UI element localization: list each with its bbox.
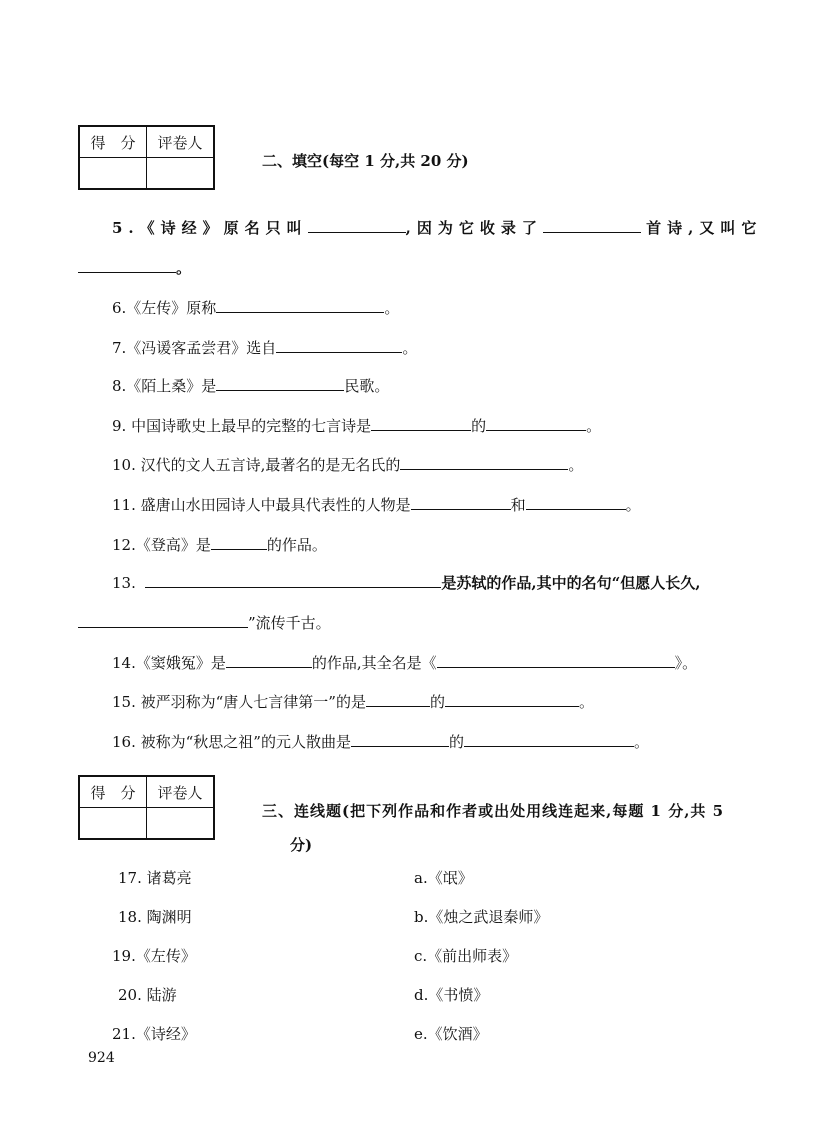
blank[interactable] [78,256,176,273]
score-box-section-3 [78,775,215,840]
question-5-cont: 。 [78,256,191,278]
blank[interactable] [276,336,402,353]
match-left-17: 17. 诸葛亮 [118,869,192,887]
match-left-19: 19.《左传》 [112,947,196,965]
question-6: 6.《左传》原称 。 [112,296,399,318]
grader-cell[interactable] [147,808,215,840]
blank[interactable] [445,690,579,707]
score-cell[interactable] [79,158,147,190]
question-7: 7.《冯谖客孟尝君》选自 。 [112,336,417,358]
blank[interactable] [543,216,641,233]
section-3-title: 三、连线题(把下列作品和作者或出处用线连起来,每题 1 分,共 5 [262,802,725,820]
blank[interactable] [216,374,344,391]
section-3-title-cont: 分) [290,836,313,854]
blank[interactable] [145,571,441,588]
blank[interactable] [216,296,384,313]
question-12: 12.《登高》是 的作品。 [112,533,327,555]
blank[interactable] [78,611,248,628]
question-11: 11. 盛唐山水田园诗人中最具代表性的人物是 和 。 [112,493,641,515]
blank[interactable] [526,493,626,510]
question-16: 16. 被称为“秋思之祖”的元人散曲是 的 。 [112,730,649,752]
score-label: 得 分 [79,776,147,808]
question-13-cont: ”流传千古。 [78,611,331,633]
question-9: 9. 中国诗歌史上最早的完整的七言诗是 的 。 [112,414,601,436]
score-box-section-2 [78,125,215,190]
grader-label: 评卷人 [147,776,215,808]
match-right-b: b.《烛之武退秦师》 [414,908,549,926]
section-2-title: 二、填空(每空 1 分,共 20 分) [262,152,469,170]
score-label: 得 分 [79,126,147,158]
blank[interactable] [411,493,511,510]
question-15: 15. 被严羽称为“唐人七言律第一”的是 的 。 [112,690,594,712]
blank[interactable] [464,730,634,747]
match-left-21: 21.《诗经》 [112,1025,196,1043]
match-left-18: 18. 陶渊明 [118,908,192,926]
blank[interactable] [211,533,267,550]
blank[interactable] [400,453,568,470]
match-right-e: e.《饮酒》 [414,1025,488,1043]
score-cell[interactable] [79,808,147,840]
page-number: 924 [88,1050,115,1066]
question-8: 8.《陌上桑》是 民歌。 [112,374,389,396]
blank[interactable] [351,730,449,747]
blank[interactable] [437,651,675,668]
grader-label: 评卷人 [147,126,215,158]
blank[interactable] [371,414,471,431]
question-13: 13. 是苏轼的作品,其中的名句“但愿人长久, [112,571,700,593]
match-right-d: d.《书愤》 [414,986,489,1004]
match-right-a: a.《氓》 [414,869,473,887]
blank[interactable] [226,651,312,668]
blank[interactable] [308,216,406,233]
match-left-20: 20. 陆游 [118,986,177,1004]
match-right-c: c.《前出师表》 [414,947,518,965]
question-5: 5.《诗经》原名只叫 ,因为它收录了 首诗,又叫它 [112,216,762,238]
grader-cell[interactable] [147,158,215,190]
question-10: 10. 汉代的文人五言诗,最著名的是无名氏的 。 [112,453,583,475]
question-14: 14.《窦娥冤》是 的作品,其全名是《 》。 [112,651,697,673]
blank[interactable] [486,414,586,431]
blank[interactable] [366,690,430,707]
